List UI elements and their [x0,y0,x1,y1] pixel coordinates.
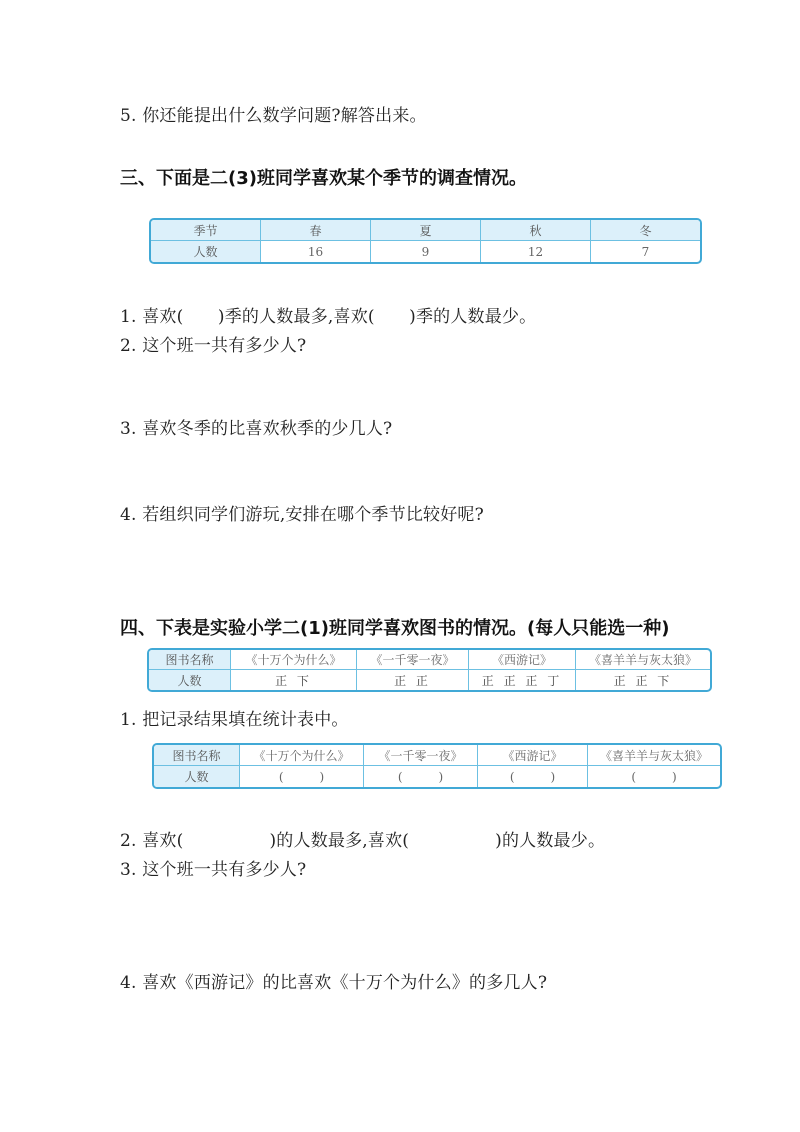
count-cell: 12 [481,241,591,262]
book-name-cell: 《西游记》 [478,745,588,766]
book-name-cell: 《一千零一夜》 [364,745,478,766]
answer-blank[interactable]: ( ) [631,770,677,784]
tally-cell: 正 正 下 [613,673,673,688]
tally-cell: 正 正 正 丁 [469,670,576,690]
row-header-count: 人数 [154,766,240,787]
count-cell: 7 [641,244,650,259]
section-4-question-2: 2. 喜欢( )的人数最多,喜欢( )的人数最少。 [120,831,606,851]
question-5: 5. 你还能提出什么数学问题?解答出来。 [120,106,427,126]
tally-cell: 正 正 [357,670,469,690]
row-header-count: 人数 [149,670,231,690]
season-cell: 冬 [591,220,700,241]
book-name-cell: 《一千零一夜》 [357,650,469,670]
section-3-question-2: 2. 这个班一共有多少人? [120,336,307,356]
answer-blank[interactable]: ( ) [240,766,364,787]
count-cell: 16 [261,241,371,262]
row-header-season: 季节 [151,220,261,241]
season-table [149,218,702,264]
answer-blank[interactable]: ( ) [478,766,588,787]
book-name-cell: 《十万个为什么》 [231,650,357,670]
count-cell: 9 [371,241,481,262]
section-4-question-3: 3. 这个班一共有多少人? [120,860,307,880]
season-cell: 春 [261,220,371,241]
section-3-question-4: 4. 若组织同学们游玩,安排在哪个季节比较好呢? [120,505,484,525]
section-4-title: 四、下表是实验小学二(1)班同学喜欢图书的情况。(每人只能选一种) [120,618,670,639]
section-4-question-1: 1. 把记录结果填在统计表中。 [120,710,349,730]
section-4-question-4: 4. 喜欢《西游记》的比喜欢《十万个为什么》的多几人? [120,973,548,993]
section-3-question-3: 3. 喜欢冬季的比喜欢秋季的少几人? [120,419,393,439]
section-3-question-1: 1. 喜欢( )季的人数最多,喜欢( )季的人数最少。 [120,307,537,327]
book-blank-table [152,743,722,789]
book-name-cell: 《西游记》 [469,650,576,670]
book-tally-table [147,648,712,692]
row-header-book: 图书名称 [154,745,240,766]
season-cell: 夏 [371,220,481,241]
row-header-book: 图书名称 [149,650,231,670]
season-cell: 秋 [481,220,591,241]
book-name-cell: 《喜羊羊与灰太狼》 [588,745,720,766]
section-3-title: 三、下面是二(3)班同学喜欢某个季节的调查情况。 [120,168,527,189]
tally-cell: 正 下 [231,670,357,690]
book-name-cell: 《喜羊羊与灰太狼》 [576,650,710,670]
book-name-cell: 《十万个为什么》 [240,745,364,766]
answer-blank[interactable]: ( ) [364,766,478,787]
row-header-count: 人数 [151,241,261,262]
